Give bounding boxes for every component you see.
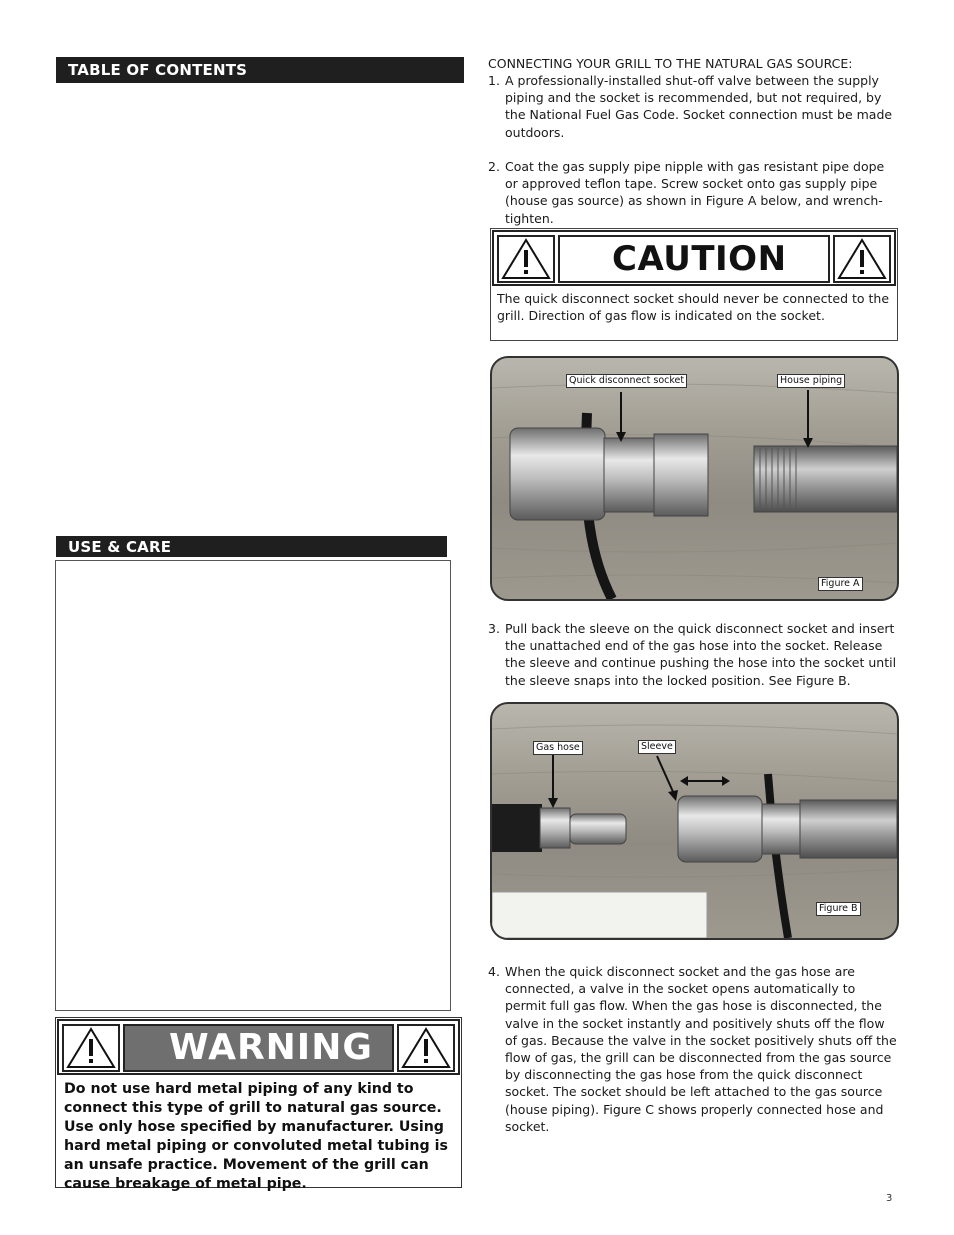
step-number: 2.	[488, 159, 500, 174]
step-1	[488, 72, 898, 141]
section-heading: CONNECTING YOUR GRILL TO THE NATURAL GAS SOURCE:	[488, 56, 853, 71]
step-number: 4.	[488, 964, 500, 979]
label-quick-disconnect-socket: Quick disconnect socket	[566, 374, 687, 388]
figure-b-caption: Figure B	[816, 902, 861, 916]
warning-box	[55, 1017, 462, 1192]
figure-b-photo	[490, 702, 899, 940]
step-text: Pull back the sleeve on the quick disconnect socket and insert the unattached end of the gas hose into the socket. Release the sleeve and continue pushing the hose into the socket until the sleeve snaps into the locked position. See Figure B.	[505, 621, 897, 688]
warning-text: Do not use hard metal piping of any kind to connect this type of grill to natural gas source. Use only hose specified by manufacturer. Using hard metal piping or convoluted metal tubing is an unsafe practice. Movement of the grill can cause breakage of metal pipe.	[64, 1081, 448, 1192]
warning-triangle-icon	[64, 1026, 118, 1070]
figure-a-photo	[490, 356, 899, 601]
toc-header: TABLE OF CONTENTS	[56, 57, 464, 83]
label-gas-hose: Gas hose	[533, 741, 583, 755]
step-text	[505, 963, 898, 1135]
warning-banner	[57, 1019, 460, 1075]
step-2	[488, 158, 898, 227]
caution-banner	[492, 230, 896, 286]
step-text: Coat the gas supply pipe nipple with gas resistant pipe dope or approved teflon tape. Screw socket onto gas supply pipe (house gas source) as shown in Figure A below, and wrench-tighten.	[505, 159, 885, 226]
step-4-tail: shows properly connected hose and socket.	[505, 1101, 884, 1134]
step-4-text: When the quick disconnect socket and the gas hose are connected, a valve in the socket opens automatically to permit full gas flow. When the gas hose is disconnected, the valve in the socket instantly and positively shuts off the flow of gas. Because the valve in the socket positively shuts off the flow of gas, the grill can be disconnected from the gas source by disconnecting the gas hose from the quick disconnect socket. The socket should be left attached to the gas source (house piping).	[505, 964, 897, 1117]
figure-a-caption: Figure A	[818, 577, 863, 591]
caution-text: The quick disconnect socket should never be connected to the grill. Direction of gas flow is indicated on the socket.	[497, 291, 890, 324]
caution-title: CAUTION	[558, 235, 830, 283]
step-text: A professionally-installed shut-off valve between the supply piping and the socket is recommended, but not required, by the National Fuel Gas Code. Socket connection must be made outdoors.	[505, 73, 893, 140]
warning-triangle-icon	[499, 237, 553, 281]
caution-box	[490, 228, 898, 341]
caution-right-cell	[833, 235, 891, 283]
label-sleeve: Sleeve	[638, 740, 676, 754]
warning-title: WARNING	[123, 1024, 394, 1072]
warning-triangle-icon	[835, 237, 889, 281]
warning-right-cell	[397, 1024, 455, 1072]
warning-triangle-icon	[399, 1026, 453, 1070]
step-4	[488, 963, 898, 1135]
warning-left-cell	[62, 1024, 120, 1072]
step-number: 1.	[488, 73, 500, 88]
figure-c-reference: Figure C	[603, 1101, 654, 1117]
use-care-header: USE & CARE	[56, 536, 447, 557]
label-house-piping: House piping	[777, 374, 845, 388]
step-3	[488, 620, 898, 689]
use-care-box	[55, 560, 451, 1011]
figure-a-illustration	[492, 358, 897, 599]
page-number: 3	[886, 1193, 893, 1204]
step-number: 3.	[488, 621, 500, 636]
caution-left-cell	[497, 235, 555, 283]
